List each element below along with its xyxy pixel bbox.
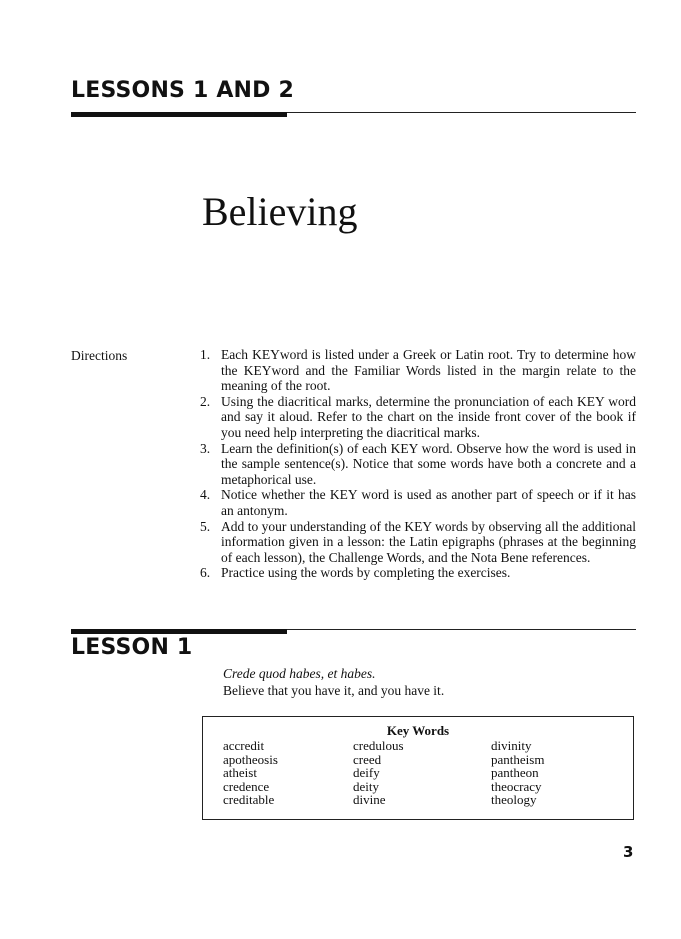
direction-number: 3. [200, 440, 211, 456]
lesson1-rule-thick [71, 629, 287, 634]
chapter-title: Believing [202, 189, 358, 234]
lesson1-heading: LESSON 1 [71, 635, 193, 660]
direction-text: Using the diacritical marks, determine the pronunciation of each KEY word and say it aloud. Refer to the chart on the inside front cover of the book if you need help interpreting the diacritical marks. [221, 393, 636, 440]
key-words-column [353, 739, 404, 807]
direction-number: 5. [200, 518, 211, 534]
direction-text: Learn the definition(s) of each KEY word. Observe how the word is used in the sample sentence(s). Notice that some words have both a concrete and a metaphorical use. [221, 440, 636, 487]
direction-item [196, 519, 636, 566]
epigraph-latin: Crede quod habes, et habes. [223, 666, 376, 681]
key-word: theology [491, 792, 537, 807]
direction-item [196, 394, 636, 441]
key-word: divinity [491, 738, 532, 753]
page-number: 3 [623, 843, 634, 861]
key-word: pantheism [491, 751, 545, 767]
epigraph-english: Believe that you have it, and you have it. [223, 683, 445, 698]
key-word: deify [353, 765, 380, 780]
direction-item [196, 487, 636, 518]
directions-list [196, 347, 636, 581]
key-word: atheist [223, 765, 257, 780]
direction-item [196, 347, 636, 394]
key-word: creed [353, 751, 382, 767]
key-word: apotheosis [223, 751, 278, 767]
key-word: credence [223, 778, 270, 794]
direction-text: Each KEYword is listed under a Greek or Latin root. Try to determine how the KEYword and the Familiar Words listed in the margin relate to the meaning of the root. [221, 347, 636, 394]
direction-number: 4. [200, 487, 211, 503]
direction-text: Notice whether the KEY word is used as another part of speech or if it has an antonym. [221, 487, 636, 518]
key-words-column [491, 739, 544, 807]
direction-item [196, 565, 636, 581]
direction-text: Add to your understanding of the KEY words by observing all the additional information given in a lesson: the Latin epigraphs (phrases at the beginning of each lesson), the Challenge Words, and the Nota Bene references. [221, 518, 636, 565]
key-words-column [223, 739, 278, 807]
key-words-title: Key Words [386, 723, 450, 738]
key-word: pantheon [491, 765, 539, 780]
direction-number: 2. [200, 393, 211, 409]
key-word: accredit [223, 738, 265, 753]
key-word: deity [353, 778, 379, 794]
lessons-heading: LESSONS 1 AND 2 [71, 78, 294, 103]
key-words-box [202, 716, 634, 820]
key-word: credulous [353, 738, 404, 753]
direction-number: 6. [200, 565, 211, 581]
key-word: divine [353, 792, 386, 807]
key-word: creditable [223, 792, 275, 807]
directions-label: Directions [71, 348, 128, 363]
key-word: theocracy [491, 778, 542, 794]
direction-text: Practice using the words by completing the exercises. [221, 565, 511, 581]
header-rule-thick [71, 112, 287, 117]
direction-number: 1. [200, 347, 211, 362]
direction-item [196, 441, 636, 488]
